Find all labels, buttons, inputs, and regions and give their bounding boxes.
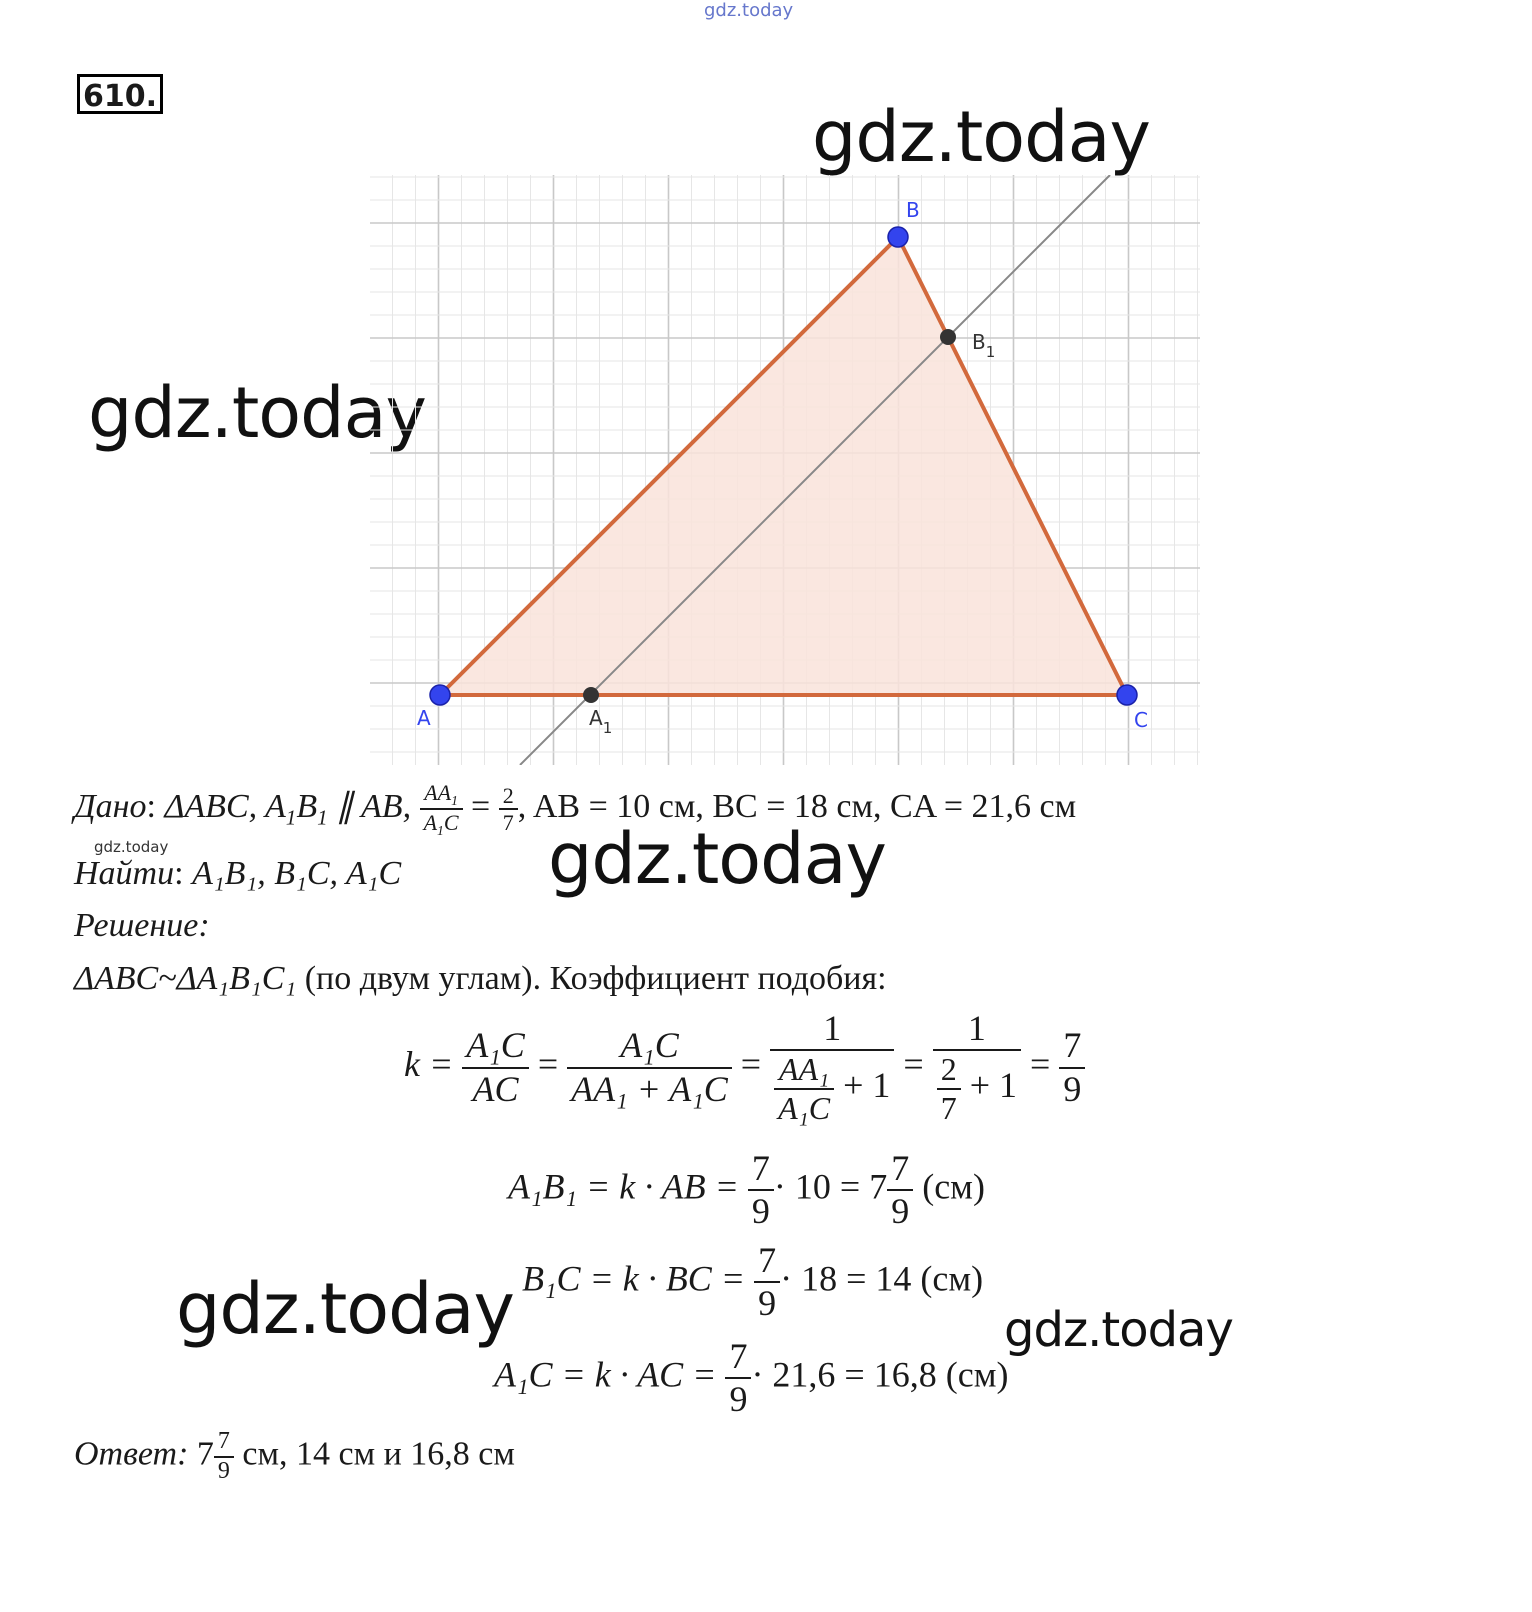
triangle-diagram	[370, 175, 1200, 765]
watermark-mid-right: gdz.today	[1004, 1302, 1233, 1358]
similarity-text: (по двум углам). Коэффициент подобия:	[296, 960, 887, 997]
vertex-a	[430, 685, 450, 705]
vertex-b	[888, 227, 908, 247]
given-line: Дано: ΔABC, $A_1B_1$ ∥ AB, $\frac{AA_1}{A_1C}$ = $\frac{2}{7}$ , AB = 10 см, BC = 18 см, CA = 21,6 см	[74, 780, 1077, 839]
watermark-big-1: gdz.today	[812, 96, 1150, 178]
vertex-c	[1117, 685, 1137, 705]
formula-a1c: A₁C = k · AC = $\frac{7}{9}$ · 21,6 = 16,8 (см)	[494, 1336, 1009, 1420]
answer-label: Ответ:	[74, 1435, 189, 1473]
watermark-big-3: gdz.today	[548, 818, 886, 900]
watermark-small-left: gdz.today	[94, 838, 169, 856]
given-fraction: $\frac{AA_1}{A_1C}$	[420, 780, 463, 839]
point-b1	[940, 329, 956, 345]
answer-line: Ответ: 7 $\frac{7}{9}$ см, 14 см и 16,8 см	[74, 1428, 515, 1484]
watermark-top: gdz.today	[704, 0, 794, 21]
formula-a1b1: A₁B₁ = k · AB = $\frac{7}{9}$ · 10 = 7 $\frac{7}{9}$ (см)	[508, 1148, 985, 1232]
solution-label: Решение:	[74, 907, 210, 944]
point-a1	[583, 687, 599, 703]
formula-k: k = $\frac{\text{A₁C}}{AC}$ = $\frac{\text{A₁C}}{\text{AA₁ + A₁C}}$ = 1 $\frac{\text{AA₁}}{\text{A₁C}}$ + 1 = 1 $\frac{2}{7}$ + 1 = $\frac{7}{9}$	[404, 1008, 1085, 1127]
watermark-big-2: gdz.today	[88, 372, 426, 454]
find-text: A₁B₁, B₁C, A₁C	[192, 855, 402, 892]
label-a1: $A_1$	[589, 706, 613, 737]
given-values: , AB = 10 см, BC = 18 см, CA = 21,6 см	[517, 788, 1077, 826]
label-c: C	[1134, 708, 1148, 732]
find-line: Найти: A₁B₁, B₁C, A₁C	[74, 855, 402, 892]
watermark-big-4: gdz.today	[176, 1268, 514, 1350]
similarity-expr: ΔABC~ΔA₁B₁C₁	[74, 960, 297, 997]
given-label: Дано	[74, 788, 147, 826]
similarity-line	[74, 960, 887, 998]
label-a: A	[417, 706, 431, 730]
label-b1: $B_1$	[972, 330, 996, 361]
find-label: Найти	[74, 855, 175, 892]
label-b: B	[906, 198, 920, 222]
problem-number: 610.	[77, 74, 163, 114]
formula-b1c: B₁C = k · BC = $\frac{7}{9}$ · 18 = 14 (см)	[522, 1240, 984, 1324]
answer-values: см, 14 см и 16,8 см	[233, 1435, 515, 1473]
given-ratio: $\frac{2}{7}$	[499, 783, 518, 836]
